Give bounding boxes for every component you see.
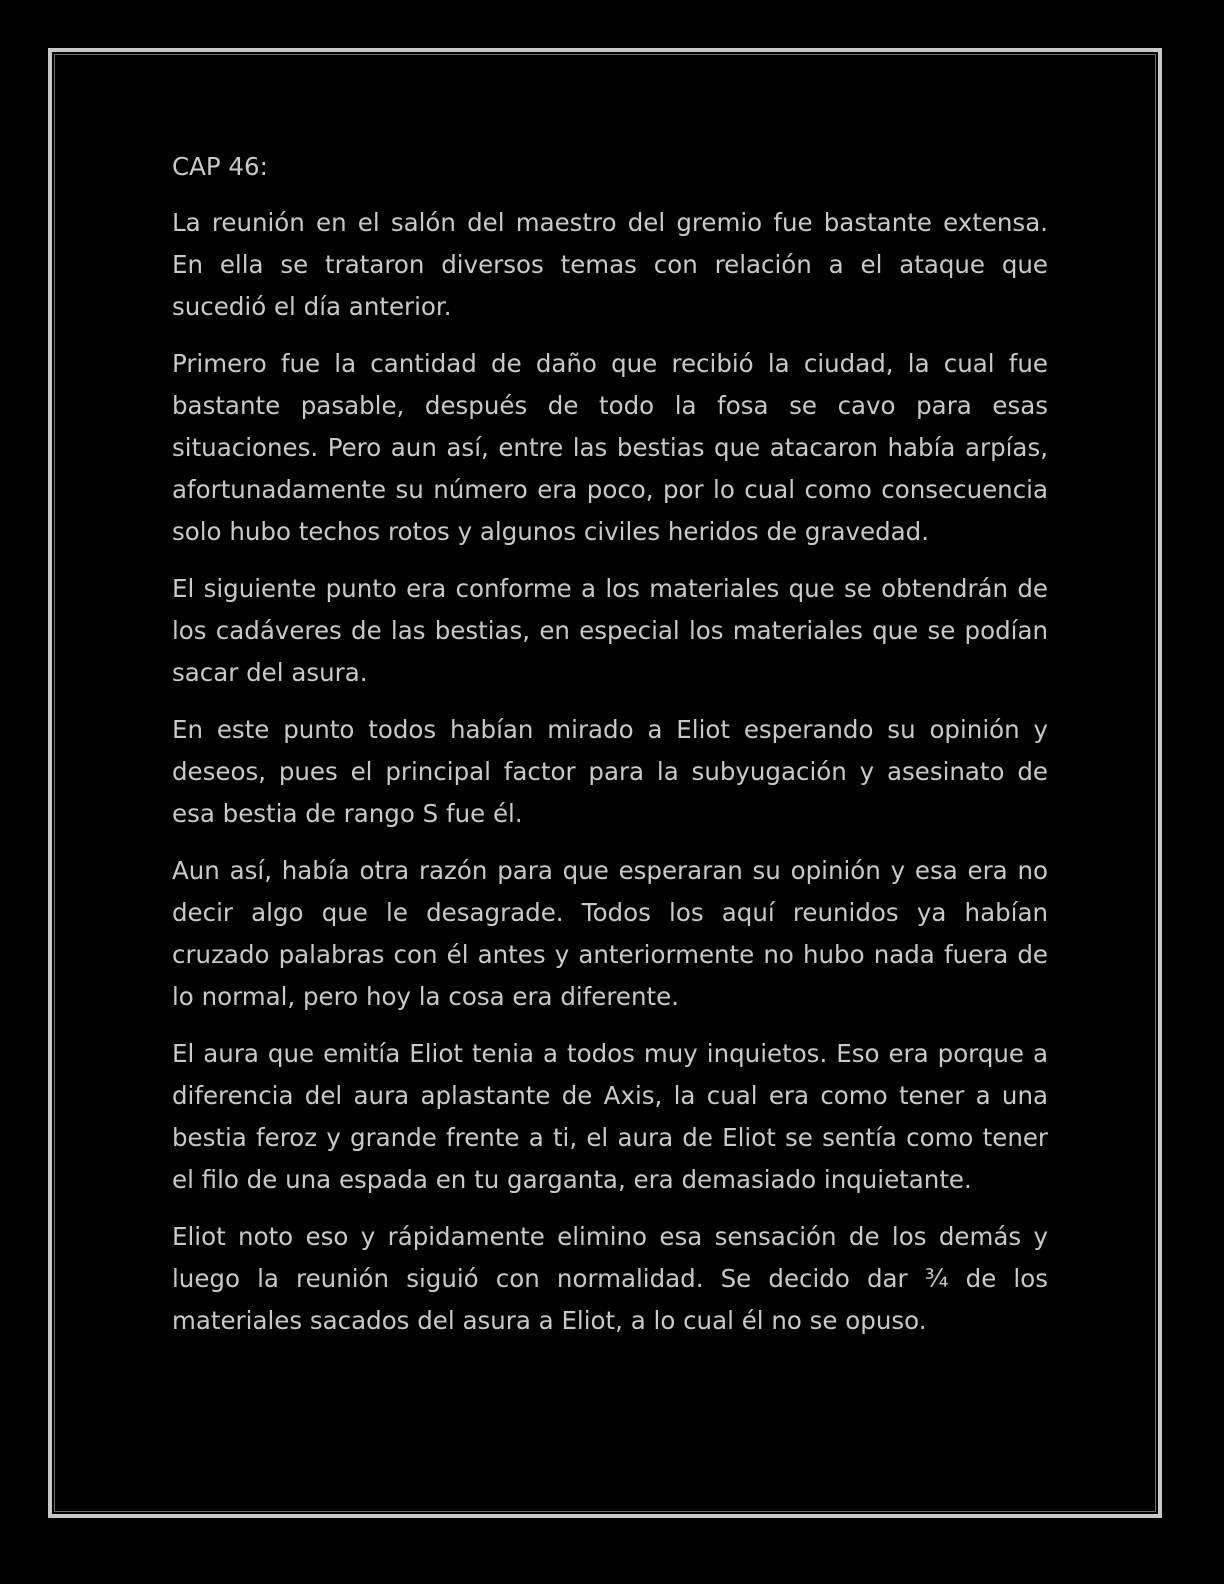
- chapter-title: CAP 46:: [172, 152, 268, 181]
- page-border-frame: [48, 48, 1162, 1518]
- paragraph-2: Primero fue la cantidad de daño que recibió la ciudad, la cual fue bastante pasable, después de todo la fosa se cavo para esas situaciones. Pero aun así, entre las bestias que atacaron había arpías, afortunadamente su número era poco, por lo cual como consecuencia solo hubo techos rotos y algunos civiles heridos de gravedad.: [172, 349, 1048, 546]
- paragraph-4: En este punto todos habían mirado a Eliot esperando su opinión y deseos, pues el principal factor para la subyugación y asesinato de esa bestia de rango S fue él.: [172, 715, 1048, 828]
- paragraph-7: Eliot noto eso y rápidamente elimino esa sensación de los demás y luego la reunión siguió con normalidad. Se decido dar ¾ de los materiales sacados del asura a Eliot, a lo cual él no se opuso.: [172, 1222, 1048, 1335]
- paragraph-3: El siguiente punto era conforme a los materiales que se obtendrán de los cadáveres de las bestias, en especial los materiales que se podían sacar del asura.: [172, 574, 1048, 687]
- document-body: [172, 146, 1048, 1357]
- paragraph-5: Aun así, había otra razón para que esperaran su opinión y esa era no decir algo que le desagrade. Todos los aquí reunidos ya habían cruzado palabras con él antes y anteriormente no hubo nada fuera de lo normal, pero hoy la cosa era diferente.: [172, 856, 1048, 1011]
- paragraph-1: La reunión en el salón del maestro del gremio fue bastante extensa. En ella se trataron diversos temas con relación a el ataque que sucedió el día anterior.: [172, 208, 1048, 321]
- paragraph-6: El aura que emitía Eliot tenia a todos muy inquietos. Eso era porque a diferencia del aura aplastante de Axis, la cual era como tener a una bestia feroz y grande frente a ti, el aura de Eliot se sentía como tener el filo de una espada en tu garganta, era demasiado inquietante.: [172, 1039, 1048, 1194]
